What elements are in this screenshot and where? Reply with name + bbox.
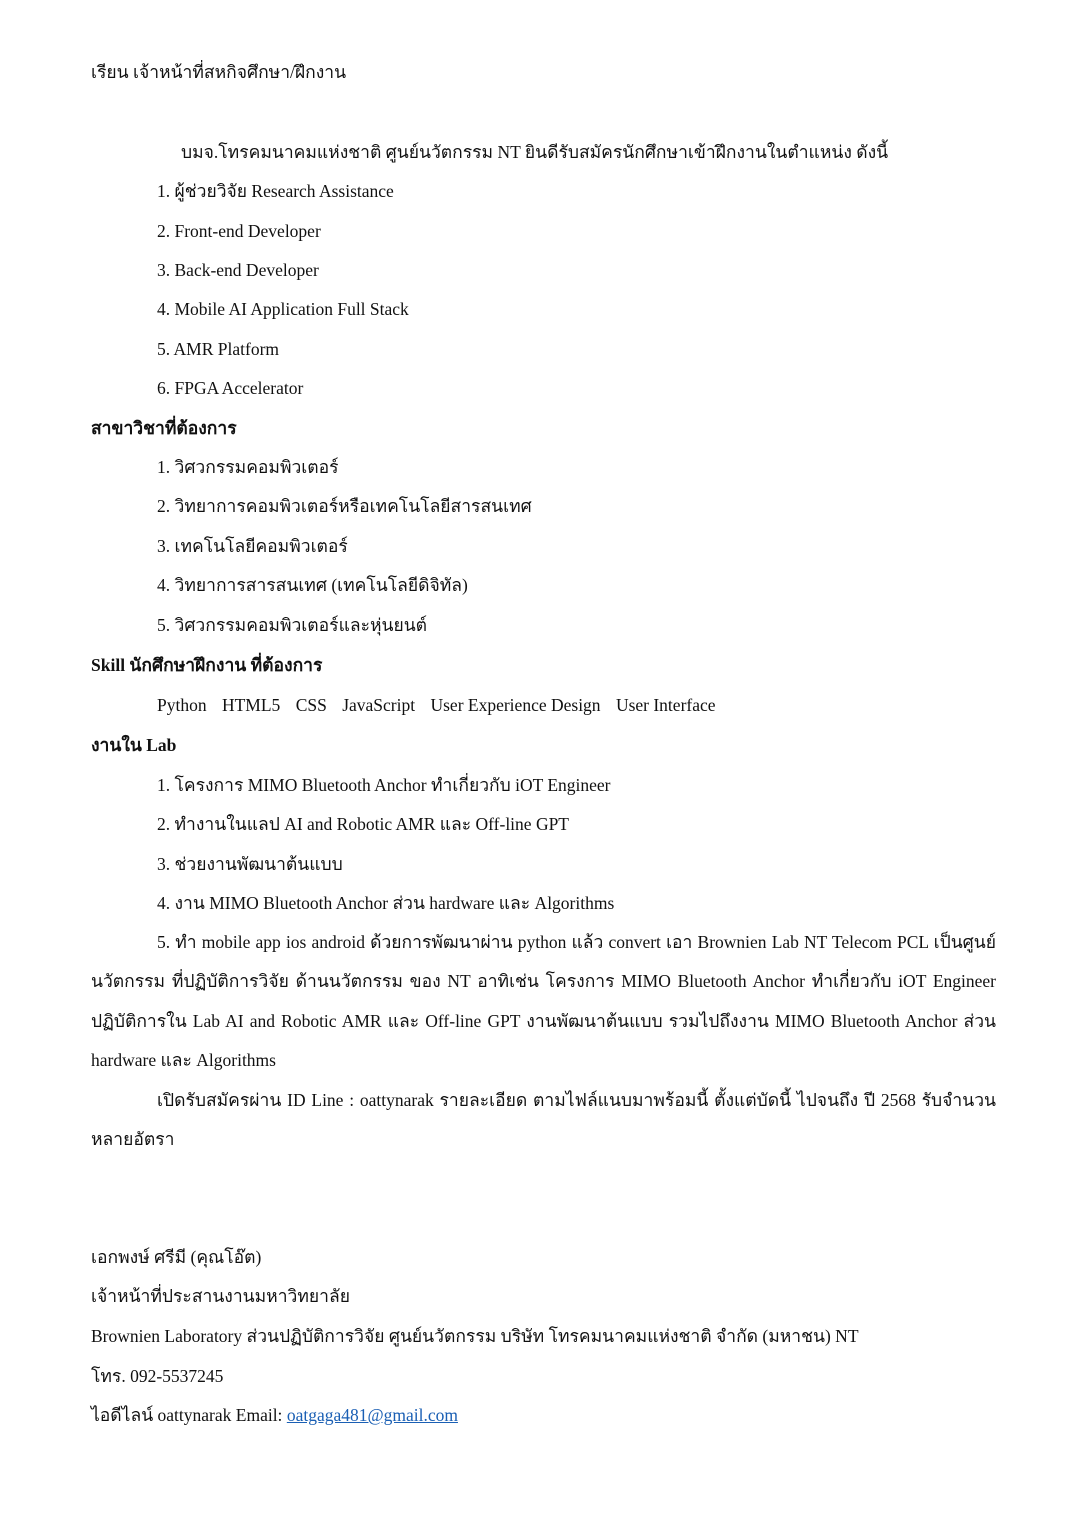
- lab-task-item: 3. ช่วยงานพัฒนาต้นแบบ: [157, 854, 343, 874]
- skill-item: JavaScript: [342, 695, 416, 715]
- position-item: 5. AMR Platform: [157, 339, 280, 359]
- skill-item: CSS: [295, 695, 327, 715]
- skills-list: [157, 693, 727, 717]
- lab-task-item: 2. ทำงานในแลป AI and Robotic AMR และ Off-line GPT: [157, 814, 570, 834]
- skills-heading: Skill นักศึกษาฝึกงาน ที่ต้องการ: [91, 655, 323, 675]
- major-item: 5. วิศวกรรมคอมพิวเตอร์และหุ่นยนต์: [157, 615, 428, 635]
- application-paragraph: [91, 1081, 996, 1160]
- skill-item: User Interface: [615, 695, 716, 715]
- contact-name: เอกพงษ์ ศรีมี (คุณโอ๊ต): [91, 1247, 262, 1267]
- application-text: เปิดรับสมัครผ่าน ID Line : oattynarak รายละเอียด ตามไฟล์แนบมาพร้อมนี้ ตั้งแต่บัดนี้ ไปจนถึง ปี 2568 รับจำนวนหลายอัตรา: [91, 1090, 996, 1150]
- skill-item: HTML5: [221, 695, 281, 715]
- lab-heading: งานใน Lab: [91, 735, 177, 755]
- position-item: 2. Front-end Developer: [157, 221, 321, 241]
- skill-item: Python: [157, 695, 207, 715]
- majors-heading: สาขาวิชาที่ต้องการ: [91, 418, 237, 438]
- lab-task-item: 1. โครงการ MIMO Bluetooth Anchor ทำเกี่ยวกับ iOT Engineer: [157, 775, 611, 795]
- skill-item: User Experience Design: [430, 695, 601, 715]
- email-link[interactable]: oatgaga481@gmail.com: [286, 1405, 458, 1425]
- contact-organization: ​Brownien Laboratory ส่วนปฏิบัติการวิจัย ศูนย์นวัตกรรม บริษัท โทรคมนาคมแห่งชาติ จำกัด (มหาชน) NT: [91, 1326, 859, 1346]
- salutation: เรียน เจ้าหน้าที่สหกิจศึกษา/ฝึกงาน: [91, 62, 347, 82]
- lab-task-5-text: 5. ทำ mobile app ios android ด้วยการพัฒนาผ่าน python แล้ว convert เอา Brownien Lab NT Telecom PCL เป็นศูนย์นวัตกรรม ที่ปฏิบัติการวิจัย ด้านนวัตกรรม ของ NT อาทิเช่น โครงการ MIMO Bluetooth Anchor ทำเกี่ยวกับ iOT Engineer ปฏิบัติการใน Lab AI and Robotic AMR และ Off-line GPT งานพัฒนาต้นแบบ รวมไปถึงงาน MIMO Bluetooth Anchor ส่วน hardware และ Algorithms: [91, 932, 996, 1071]
- contact-line: [91, 1403, 458, 1427]
- position-item: 1. ผู้ช่วยวิจัย Research Assistance: [157, 181, 394, 201]
- major-item: 4. วิทยาการสารสนเทศ (เทคโนโลยีดิจิทัล): [157, 575, 468, 595]
- contact-title: เจ้าหน้าที่ประสานงานมหาวิทยาลัย: [91, 1286, 350, 1306]
- position-item: 6. FPGA Accelerator: [157, 378, 304, 398]
- lab-task-5-paragraph: [91, 923, 996, 1081]
- intro-text: บมจ.โทรคมนาคมแห่งชาติ ศูนย์นวัตกรรม NT ยินดีรับสมัครนักศึกษาเข้าฝึกงานในตำแหน่ง ดังนี้: [181, 142, 889, 162]
- contact-phone: โทร. 092-5537245: [91, 1366, 224, 1386]
- line-id-label: ไอดีไลน์ oattynarak Email:: [91, 1405, 287, 1425]
- position-item: 4. Mobile AI Application Full Stack: [157, 299, 409, 319]
- lab-task-item: 4. งาน MIMO Bluetooth Anchor ส่วน hardware และ Algorithms: [157, 893, 615, 913]
- major-item: 1. วิศวกรรมคอมพิวเตอร์: [157, 457, 339, 477]
- position-item: 3. Back-end Developer: [157, 260, 319, 280]
- major-item: 3. เทคโนโลยีคอมพิวเตอร์: [157, 536, 348, 556]
- major-item: 2. วิทยาการคอมพิวเตอร์หรือเทคโนโลยีสารสนเทศ: [157, 496, 532, 516]
